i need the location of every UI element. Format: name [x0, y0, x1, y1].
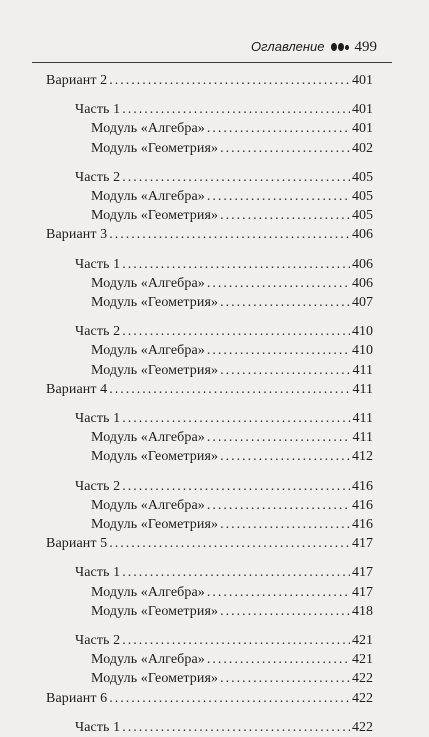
- toc-entry-page: 405: [352, 169, 373, 185]
- toc-dot-leader: [207, 342, 350, 360]
- toc-dot-leader: [220, 294, 350, 312]
- page-number: 499: [354, 39, 377, 55]
- toc-entry: [46, 72, 373, 90]
- toc-entry: [91, 584, 373, 602]
- toc-entry-label: Часть 1: [75, 102, 121, 118]
- toc-entry: [75, 256, 373, 274]
- toc-entry-label: Вариант 6: [46, 690, 108, 706]
- toc-entry: [91, 651, 373, 669]
- toc-dot-leader: [207, 651, 350, 669]
- toc-entry-page: 417: [352, 584, 373, 600]
- toc-dot-leader: [122, 256, 350, 274]
- toc-dot-leader: [207, 275, 350, 293]
- toc-entry-label: Часть 1: [75, 411, 121, 426]
- toc-entry-page: 410: [352, 324, 373, 340]
- toc-entry-label: Вариант 3: [46, 227, 108, 243]
- toc-entry-label: Модуль «Геометрия»: [91, 208, 219, 224]
- toc-dot-leader: [220, 516, 350, 534]
- toc-entry-page: 422: [352, 719, 373, 735]
- toc-entry-label: Модуль «Геометрия»: [91, 295, 219, 310]
- toc-entry-label: Модуль «Алгебра»: [91, 121, 205, 137]
- toc-entry: [91, 140, 373, 158]
- toc-entry-page: 416: [352, 517, 373, 532]
- toc-entry-page: 402: [352, 140, 373, 156]
- toc-entry-page: 411: [352, 411, 373, 426]
- toc-entry-page: 401: [352, 73, 373, 88]
- toc-entry: [75, 101, 373, 119]
- toc-dot-leader: [220, 362, 350, 380]
- toc-entry-label: Модуль «Геометрия»: [91, 140, 219, 156]
- toc-entry-page: 422: [352, 671, 373, 687]
- toc-entry-page: 407: [352, 295, 373, 310]
- toc-entry-label: Вариант 4: [46, 381, 108, 397]
- toc-dot-leader: [207, 188, 350, 206]
- toc-entry: [91, 670, 373, 688]
- toc-entry-page: 405: [352, 189, 373, 204]
- toc-entry-label: Часть 1: [75, 256, 121, 272]
- toc-entry-label: Модуль «Алгебра»: [91, 584, 205, 600]
- toc-entry: [91, 362, 373, 380]
- toc-dot-leader: [109, 535, 350, 553]
- toc-entry: [46, 381, 373, 399]
- toc-dot-leader: [122, 101, 350, 119]
- toc-entry-page: 406: [352, 275, 373, 291]
- toc-entry: [91, 207, 373, 225]
- toc-entry: [46, 690, 373, 708]
- toc-entry: [46, 226, 373, 244]
- toc-entry: [75, 632, 373, 650]
- toc-entry: [91, 120, 373, 138]
- toc-entry-label: Часть 2: [75, 324, 121, 340]
- toc-dot-leader: [220, 207, 350, 225]
- toc-entry-page: 401: [352, 121, 373, 137]
- toc-dot-leader: [109, 72, 350, 90]
- toc-entry-label: Модуль «Алгебра»: [91, 275, 205, 291]
- toc-dot-leader: [207, 429, 351, 447]
- toc-entry-label: Вариант 5: [46, 536, 108, 552]
- toc-dot-leader: [122, 478, 350, 496]
- toc-entry-page: 411: [352, 381, 373, 397]
- toc-entry-page: 405: [352, 208, 373, 224]
- toc-dot-leader: [220, 448, 350, 466]
- toc-entry-label: Модуль «Алгебра»: [91, 343, 205, 359]
- section-title: Оглавление: [251, 39, 325, 54]
- toc-entry-page: 411: [352, 430, 373, 446]
- toc-dot-leader: [207, 497, 350, 515]
- toc-entry-page: 418: [352, 603, 373, 619]
- toc-entry-page: 412: [352, 449, 373, 465]
- toc-entry: [75, 564, 373, 582]
- toc-entry: [75, 719, 373, 737]
- toc-entry-page: 416: [352, 497, 373, 513]
- toc-dot-leader: [109, 226, 350, 244]
- running-head: [251, 38, 377, 56]
- toc-entry: [91, 516, 373, 534]
- toc-entry-page: 421: [352, 652, 373, 668]
- toc-entry-label: Модуль «Геометрия»: [91, 449, 219, 465]
- toc-entry-page: 422: [352, 690, 373, 706]
- toc-entry: [91, 429, 373, 447]
- toc-entry: [91, 294, 373, 312]
- toc-dot-leader: [109, 381, 350, 399]
- toc-entry-page: 411: [352, 362, 373, 378]
- toc-dot-leader: [220, 140, 350, 158]
- toc-entry-label: Модуль «Геометрия»: [91, 362, 219, 378]
- toc-entry: [75, 478, 373, 496]
- toc-entry: [91, 188, 373, 206]
- toc-dot-leader: [122, 632, 350, 650]
- toc-entry-page: 406: [352, 227, 373, 243]
- toc-entry-page: 410: [352, 343, 373, 359]
- toc-entry-page: 417: [352, 565, 373, 581]
- toc-entry-label: Часть 1: [75, 719, 121, 735]
- toc-entry-label: Модуль «Алгебра»: [91, 652, 205, 668]
- toc-entry: [91, 603, 373, 621]
- ornament-icon: [331, 43, 349, 51]
- header-rule: [32, 62, 392, 63]
- toc-dot-leader: [220, 670, 350, 688]
- toc-entry-page: 417: [352, 536, 373, 552]
- toc-entry: [91, 448, 373, 466]
- toc-entry-label: Модуль «Алгебра»: [91, 189, 205, 204]
- toc-entry-page: 406: [352, 256, 373, 272]
- toc-dot-leader: [122, 323, 350, 341]
- toc-entry: [75, 410, 373, 428]
- toc-entry-page: 421: [352, 633, 373, 648]
- toc-entry-label: Вариант 2: [46, 73, 108, 88]
- toc-entry-label: Часть 1: [75, 565, 121, 581]
- toc-entry-label: Модуль «Алгебра»: [91, 430, 205, 446]
- toc-dot-leader: [207, 584, 350, 602]
- toc-entry-label: Часть 2: [75, 633, 121, 648]
- toc-dot-leader: [122, 564, 350, 582]
- toc-dot-leader: [220, 603, 350, 621]
- toc-entry-label: Модуль «Геометрия»: [91, 671, 219, 687]
- toc-entry: [75, 323, 373, 341]
- toc-entry-label: Модуль «Геометрия»: [91, 517, 219, 532]
- toc-entry: [75, 169, 373, 187]
- toc-entry: [91, 497, 373, 515]
- toc-entry-page: 401: [352, 102, 373, 118]
- toc-dot-leader: [122, 719, 350, 737]
- toc-entry: [91, 342, 373, 360]
- toc-entry-label: Часть 2: [75, 478, 121, 494]
- toc-entry-label: Модуль «Алгебра»: [91, 497, 205, 513]
- toc-dot-leader: [122, 410, 350, 428]
- toc-dot-leader: [122, 169, 350, 187]
- toc-dot-leader: [109, 690, 350, 708]
- toc-dot-leader: [207, 120, 350, 138]
- toc-entry: [91, 275, 373, 293]
- toc-entry-page: 416: [352, 478, 373, 494]
- toc-entry: [46, 535, 373, 553]
- toc-entry-label: Модуль «Геометрия»: [91, 603, 219, 619]
- toc-entry-label: Часть 2: [75, 169, 121, 185]
